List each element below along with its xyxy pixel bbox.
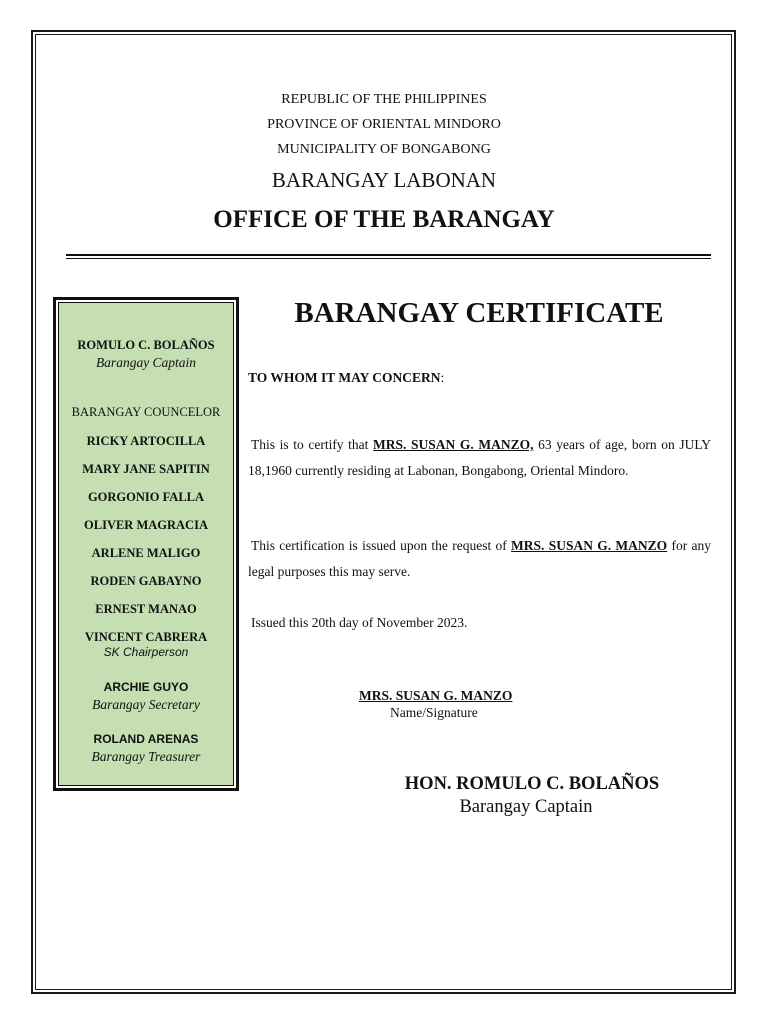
captain-sign-name: HON. ROMULO C. BOLAÑOS — [404, 774, 660, 794]
sidebar-secretary-role: Barangay Secretary — [92, 697, 200, 712]
sidebar-councilor: RODEN GABAYNO — [90, 574, 202, 588]
certification-paragraph — [248, 432, 711, 483]
header-barangay: BARANGAY LABONAN — [271, 168, 497, 192]
sidebar-treasurer-role: Barangay Treasurer — [91, 749, 201, 764]
issued-date-paragraph — [248, 610, 711, 636]
sidebar-captain-role: Barangay Captain — [95, 355, 197, 370]
sidebar-captain-name: ROMULO C. BOLAÑOS — [77, 338, 215, 352]
signatory-name: MRS. SUSAN G. MANZO — [359, 688, 513, 703]
sidebar-councilor: ARLENE MALIGO — [91, 546, 201, 560]
sidebar-councilor: MARY JANE SAPITIN — [82, 462, 210, 476]
p2-name: MRS. SUSAN G. MANZO — [511, 538, 668, 553]
header-province: PROVINCE OF ORIENTAL MINDORO — [267, 117, 501, 132]
sidebar-secretary-name: ARCHIE GUYO — [103, 680, 189, 694]
sidebar-councilor: GORGONIO FALLA — [87, 490, 205, 504]
request-paragraph — [248, 533, 711, 584]
p1-name: MRS. SUSAN G. MANZO, — [373, 437, 534, 452]
salutation — [248, 370, 444, 386]
sidebar-councilor: RICKY ARTOCILLA — [86, 434, 206, 448]
certificate-title: BARANGAY CERTIFICATE — [294, 297, 664, 329]
p3-text: Issued this 20th day of November 2023. — [251, 615, 468, 630]
sidebar-councilor-label: BARANGAY COUNCELOR — [71, 405, 221, 419]
captain-sign-role: Barangay Captain — [459, 797, 593, 817]
sidebar-treasurer-name: ROLAND ARENAS — [93, 732, 199, 746]
header-divider-thin — [66, 258, 711, 259]
p2-rest: for any legal purposes this may serve. — [248, 538, 711, 579]
sidebar-sk-role: SK Chairperson — [103, 645, 189, 659]
header-republic: REPUBLIC OF THE PHILIPPINES — [281, 92, 487, 107]
sidebar-councilor: OLIVER MAGRACIA — [84, 518, 208, 532]
officials-sidebar — [53, 297, 239, 791]
sidebar-sk-name: VINCENT CABRERA — [84, 630, 208, 644]
salutation-text: TO WHOM IT MAY CONCERN — [248, 370, 441, 385]
sidebar-councilor: ERNEST MANAO — [95, 602, 197, 616]
header-municipality: MUNICIPALITY OF BONGABONG — [277, 142, 491, 157]
header-office: OFFICE OF THE BARANGAY — [213, 206, 555, 233]
salutation-colon: : — [440, 370, 445, 385]
p1-start: This is to certify that — [251, 437, 369, 452]
p2-start: This certification is issued upon the request of — [251, 538, 507, 553]
signatory-label: Name/Signature — [390, 705, 478, 720]
p1-rest: 63 years of age, born on JULY 18,1960 currently residing at Labonan, Bongabong, Oriental Mindoro. — [248, 437, 711, 478]
header-divider-thick — [66, 254, 711, 256]
officials-sidebar-panel — [58, 302, 234, 786]
